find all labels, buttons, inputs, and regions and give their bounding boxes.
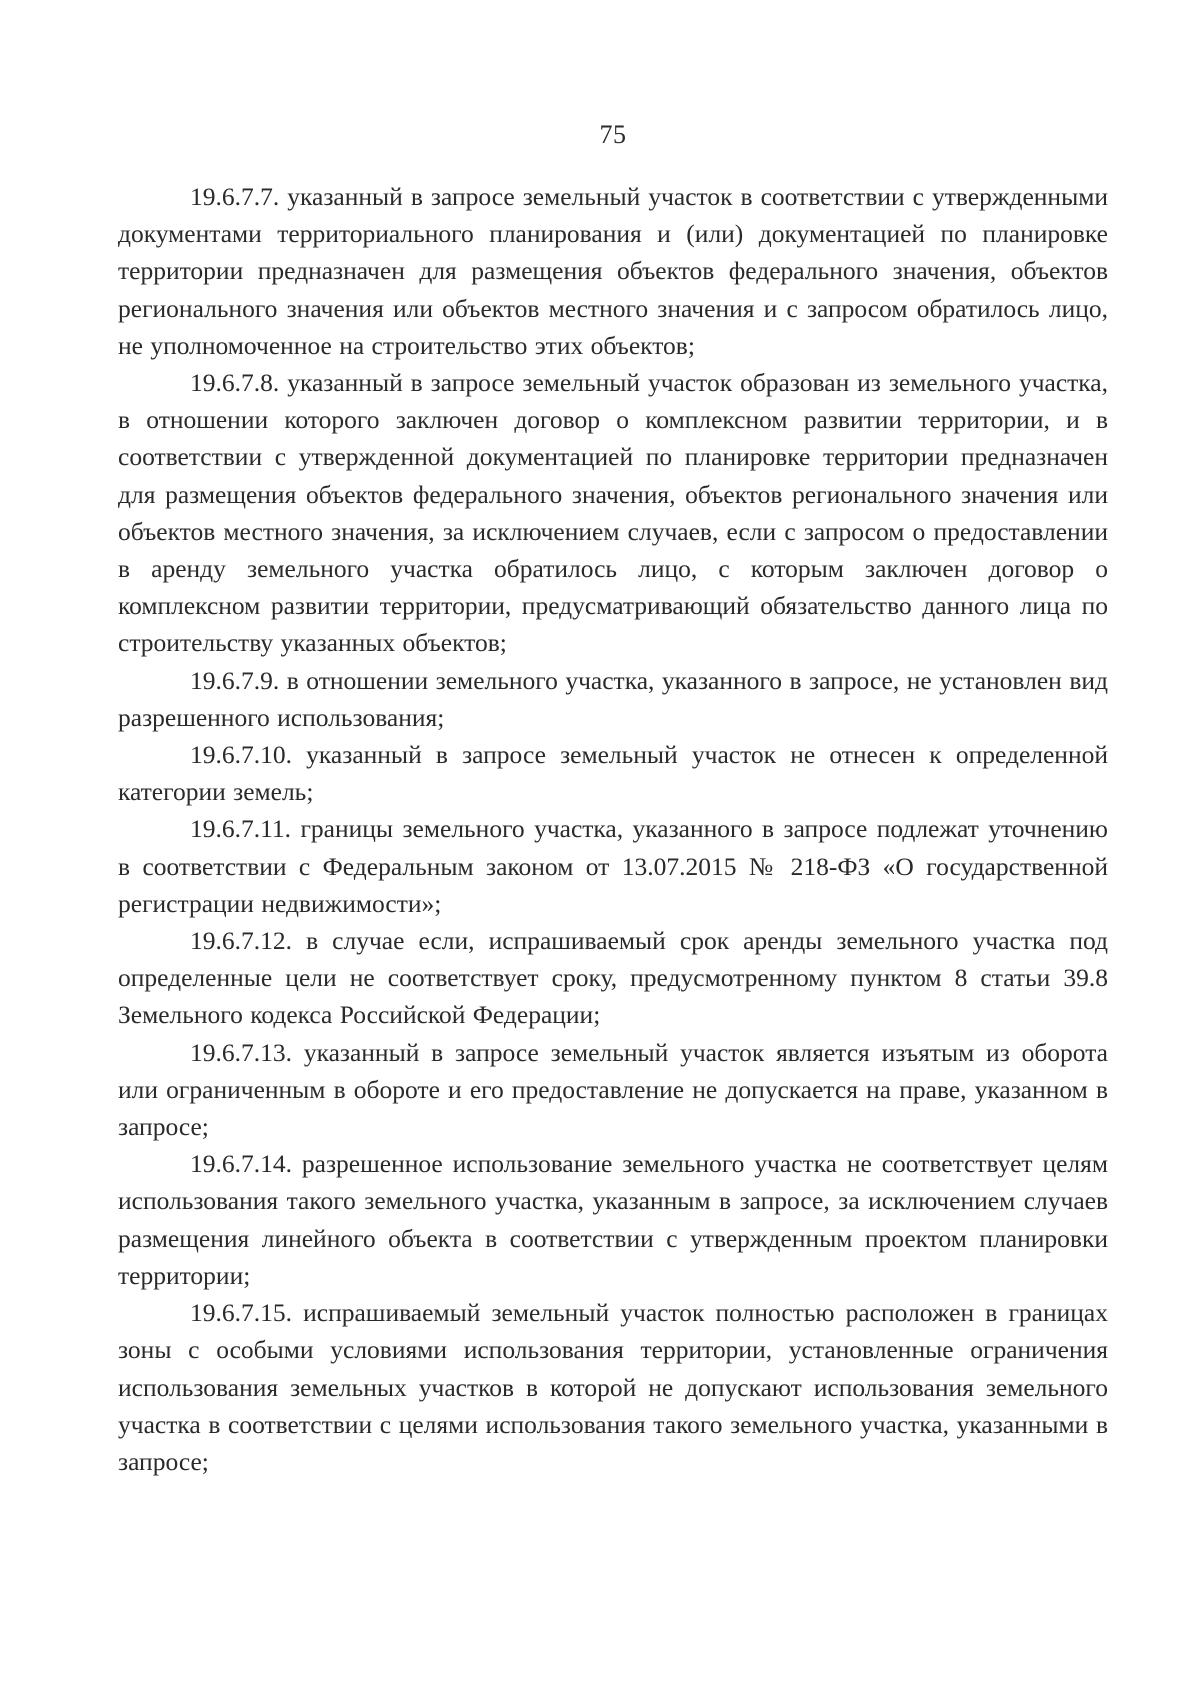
clause-19-6-7-11: 19.6.7.11. границы земельного участка, указанного в запросе подлежат уточнению в соответствии с Федеральным законом от 13.07.2015 № 218-ФЗ «О государственной регистрации недвижимости»;	[118, 814, 1108, 918]
page-number: 75	[599, 120, 627, 149]
clause-19-6-7-15: 19.6.7.15. испрашиваемый земельный участок полностью расположен в границах зоны с особыми условиями использования территории, установленные ограничения использования земельных участков в которой не допускают использования земельного участка в соответствии с целями использования такого земельного участка, указанными в запросе;	[118, 1298, 1108, 1476]
document-body	[118, 178, 1108, 1480]
clause-19-6-7-10: 19.6.7.10. указанный в запросе земельный участок не отнесен к определенной категории земель;	[118, 740, 1108, 807]
clause-19-6-7-7: 19.6.7.7. указанный в запросе земельный участок в соответствии с утвержденными документами территориального планирования и (или) документацией по планировке территории предназначен для размещения объектов федерального значения, объектов регионального значения или объектов местного значения и с запросом обратилось лицо, не уполномоченное на строительство этих объектов;	[118, 182, 1108, 360]
clause-19-6-7-14: 19.6.7.14. разрешенное использование земельного участка не соответствует целям использования такого земельного участка, указанным в запросе, за исключением случаев размещения линейного объекта в соответствии с утвержденным проектом планировки территории;	[118, 1149, 1108, 1290]
clause-19-6-7-13: 19.6.7.13. указанный в запросе земельный участок является изъятым из оборота или ограниченным в обороте и его предоставление не допускается на праве, указанном в запросе;	[118, 1037, 1108, 1142]
document-page	[118, 0, 1108, 1699]
clause-19-6-7-9: 19.6.7.9. в отношении земельного участка, указанного в запросе, не установлен вид разрешенного использования;	[118, 665, 1108, 732]
clause-19-6-7-8: 19.6.7.8. указанный в запросе земельный участок образован из земельного участка, в отношении которого заключен договор о комплексном развитии территории, и в соответствии с утвержденной документацией по планировке территории предназначен для размещения объектов федерального значения, объектов регионального значения или объектов местного значения, за исключением случаев, если с запросом о предоставлении в аренду земельного участка обратилось лицо, с которым заключен договор о комплексном развитии территории, предусматривающий обязательство данного лица по строительству указанных объектов;	[118, 368, 1108, 658]
clause-19-6-7-12: 19.6.7.12. в случае если, испрашиваемый срок аренды земельного участка под определенные цели не соответствует сроку, предусмотренному пунктом 8 статьи 39.8 Земельного кодекса Российской Федерации;	[118, 926, 1108, 1030]
